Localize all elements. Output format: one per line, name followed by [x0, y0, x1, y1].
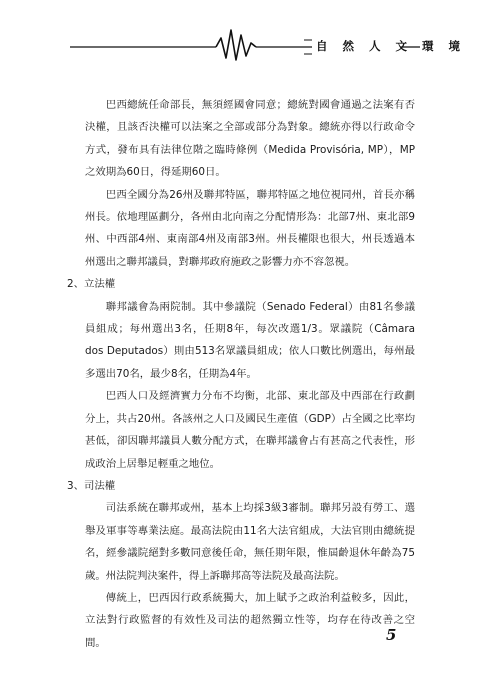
- section-heading: 3、司法權: [67, 479, 116, 492]
- page-number: 5: [386, 626, 397, 644]
- paragraph: 巴西全國分為26州及聯邦特區，聯邦特區之地位視同州，首長亦稱州長。依地理區劃分，各州由北向南之分配情形為：北部7州、東北部9州、中西部4州、東南部4州及南部3州。州長權限也很大，州長透過本州選出之聯邦議員，對聯邦政府施政之影響力亦不容忽視。: [85, 188, 415, 268]
- paragraph: 聯邦議會為兩院制。其中參議院（Senado Federal）由81名參議員組成；每州選出3名，任期8年，每次改選1/3。眾議院（Câmara dos Deputados）則由513名眾議員組成；依人口數比例選出，每州最多選出70名，最少8名，任期為4年。: [85, 300, 415, 380]
- paragraph: 巴西人口及經濟實力分布不均衡，北部、東北部及中西部在行政劃分上，共占20州。各該州之人口及國民生產值（GDP）占全國之比率均甚低，卻因聯邦議員人數分配方式，在聯邦議會占有甚高之代表性，形成政治上居舉足輕重之地位。: [85, 390, 415, 470]
- chapter-title: 自 然 人 文 環 境: [316, 39, 466, 53]
- page-header: [0, 0, 480, 80]
- paragraph: 巴西總統任命部長，無須經國會同意；總統對國會通過之法案有否決權，且該否決權可以法案之全部或部分為對象。總統亦得以行政命令方式，發布具有法律位階之臨時條例（Medida Provisória, MP），MP之效期為60日，得延期60日。: [85, 99, 415, 179]
- paragraph: 傳統上，巴西因行政系統獨大，加上賦予之政治利益較多，因此，立法對行政監督的有效性及司法的超然獨立性等，均存在待改善之空間。: [85, 591, 415, 649]
- section-heading: 2、立法權: [67, 278, 116, 291]
- body-text: [67, 94, 415, 654]
- paragraph: 司法系統在聯邦或州，基本上均採3級3審制。聯邦另設有勞工、選舉及軍事等專業法庭。最高法院由11名大法官組成，大法官則由總統提名，經參議院絕對多數同意後任命，無任期年限，惟屆齡退休年齡為75歲。州法院判決案件，得上訴聯邦高等法院及最高法院。: [85, 502, 415, 582]
